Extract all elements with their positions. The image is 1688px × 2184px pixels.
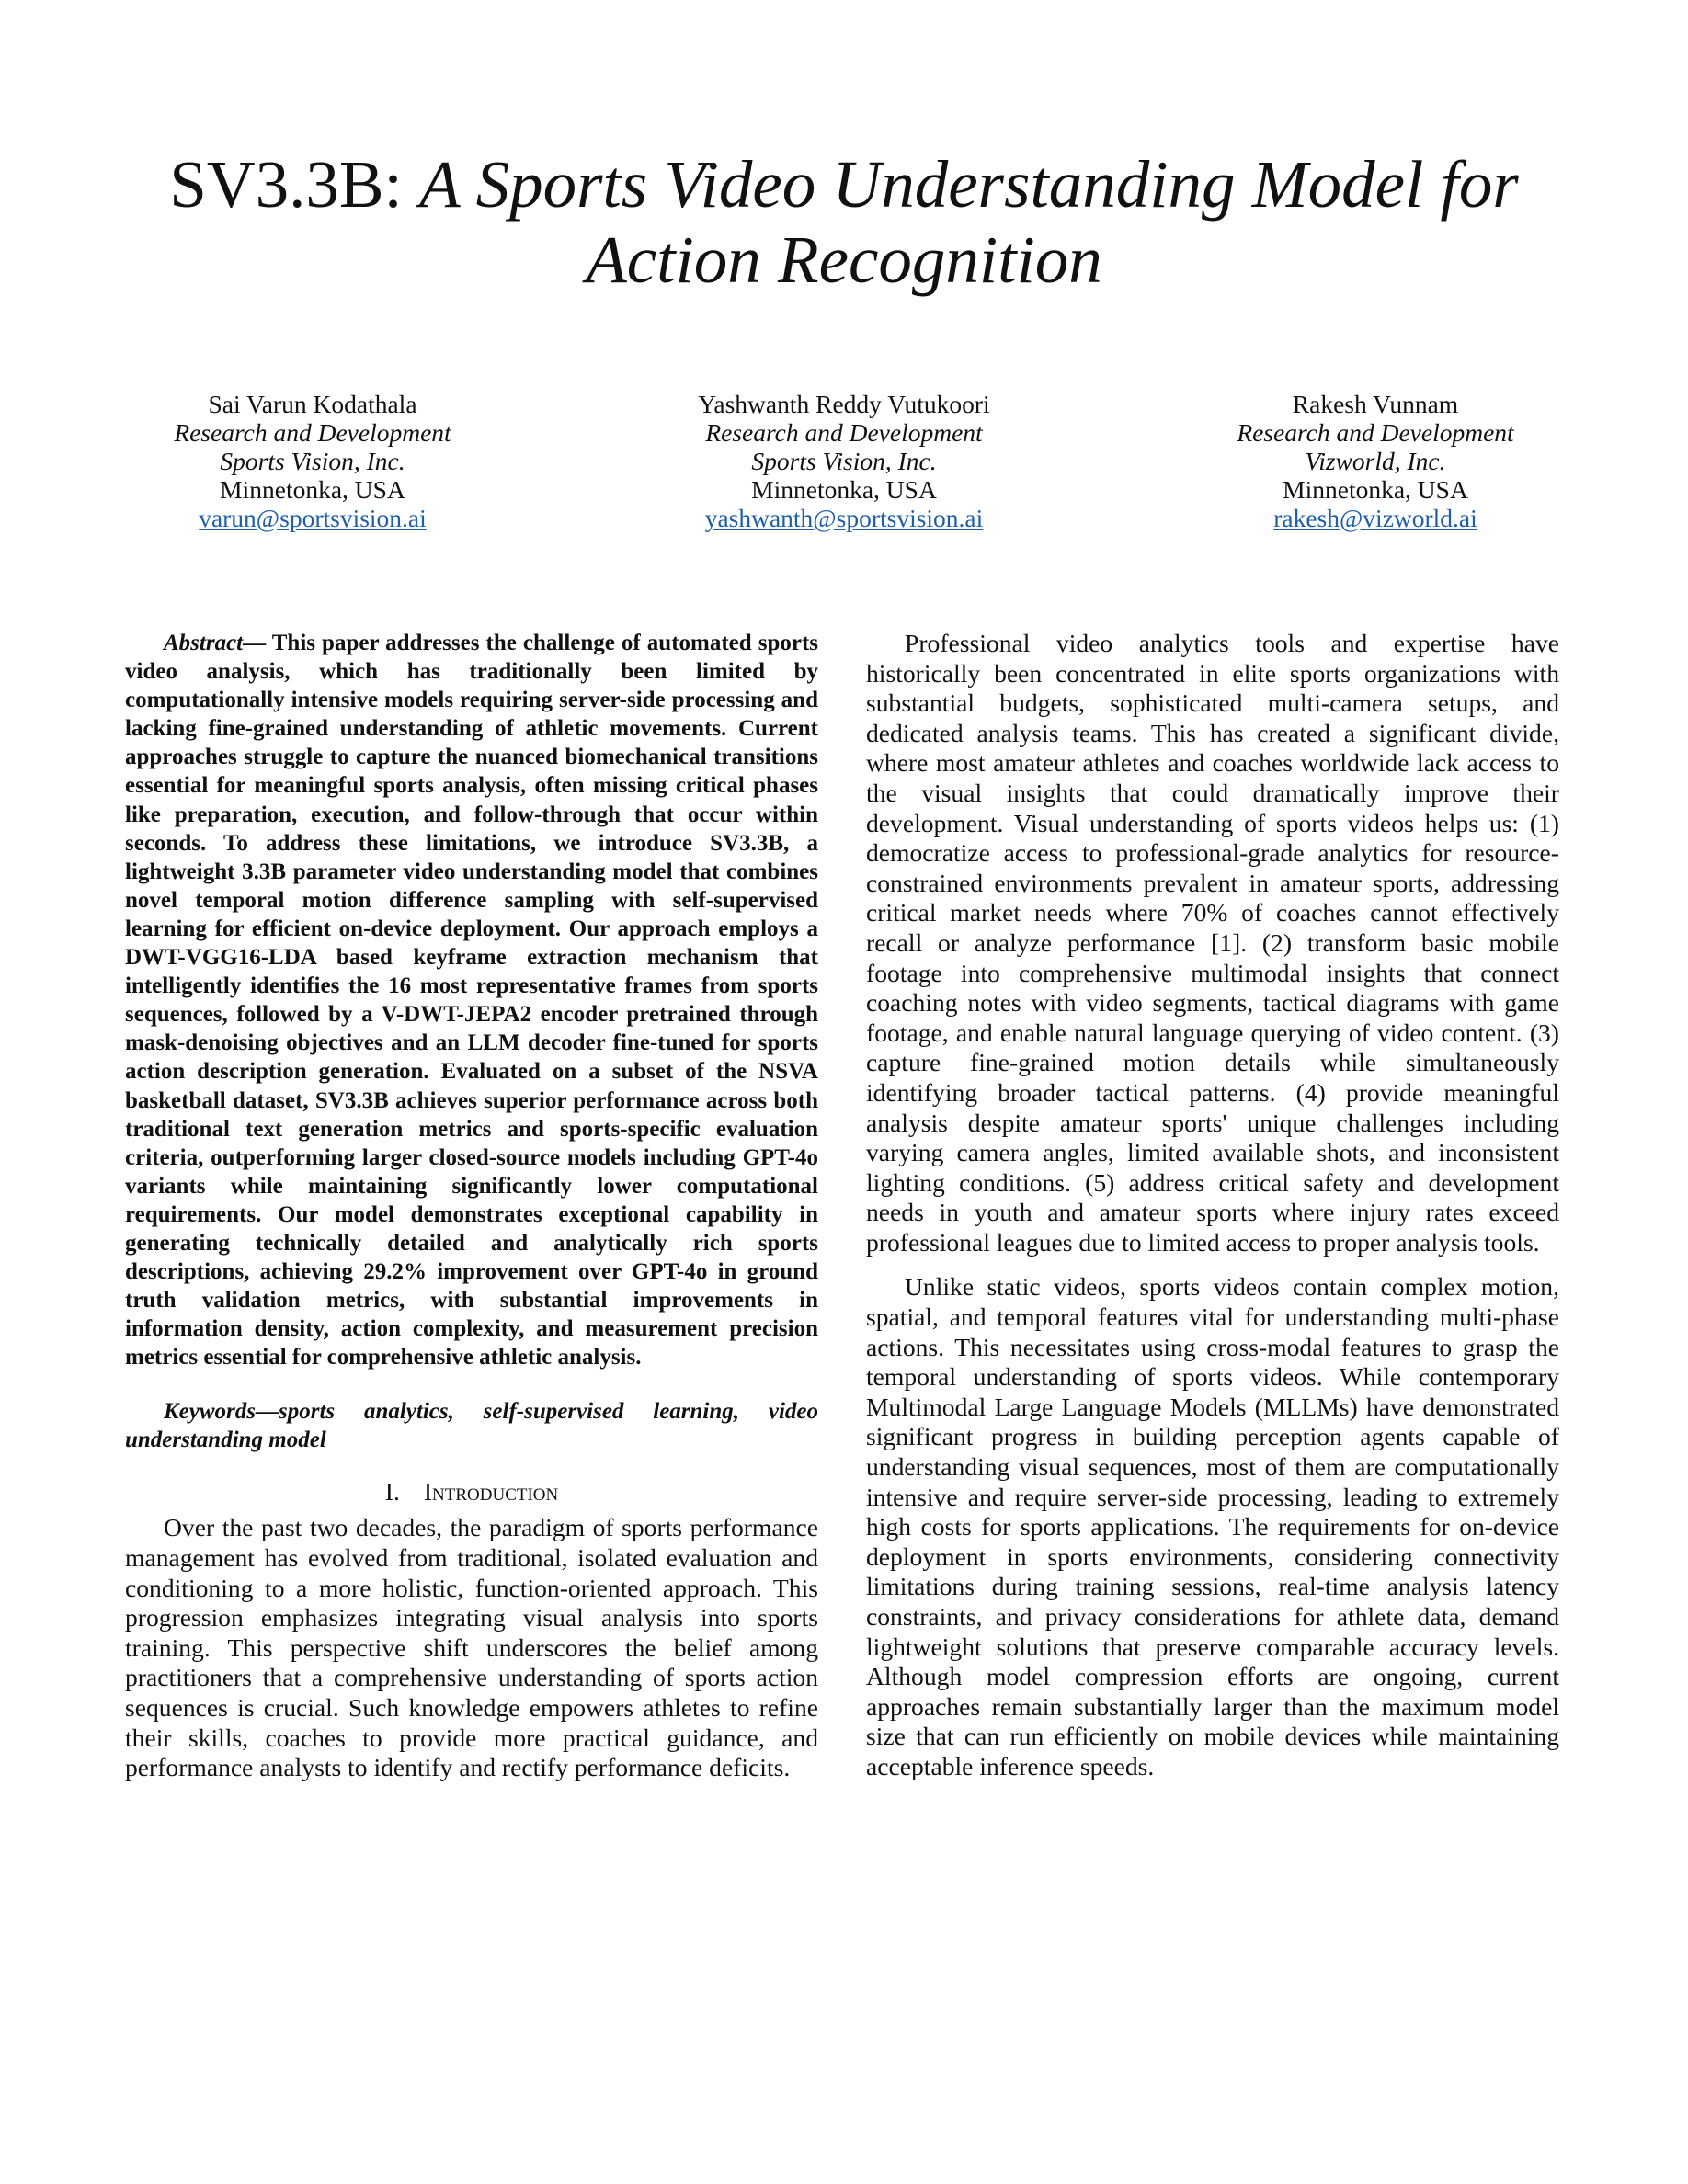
paper-title bbox=[110, 147, 1578, 298]
author-organization: Vizworld, Inc. bbox=[1305, 447, 1446, 475]
abstract-text: This paper addresses the challenge of automated sports video analysis, which has traditionally been limited by computationally intensive models requiring server-side processing and lacking fine-grained understanding of athletic movements. Current approaches struggle to capture the nuanced biomechanical transitions essential for meaningful sports analysis, often missing critical phases like preparation, execution, and follow-through that occur within seconds. To address these limitations, we introduce SV3.3B, a lightweight 3.3B parameter video understanding model that combines novel temporal motion difference sampling with self-supervised learning for efficient on-device deployment. Our approach employs a DWT-VGG16-LDA based keyframe extraction mechanism that intelligently identifies the 16 most representative frames from sports sequences, followed by a V-DWT-JEPA2 encoder pretrained through mask-denoising objectives and an LLM decoder fine-tuned for sports action description generation. Evaluated on a subset of the NSVA basketball dataset, SV3.3B achieves superior performance across both traditional text generation metrics and sports-specific evaluation criteria, outperforming larger closed-source models including GPT-4o variants while maintaining significantly lower computational requirements. Our model demonstrates exceptional capability in generating technically detailed and analytically rich sports descriptions, achieving 29.2% improvement over GPT-4o in ground truth validation metrics, with substantial improvements in information density, action complexity, and measurement precision metrics essential for comprehensive athletic analysis. bbox=[125, 631, 818, 1371]
title-italic-line-1: A Sports Video Understanding Model for bbox=[419, 147, 1519, 222]
author-email-link[interactable]: rakesh@vizworld.ai bbox=[1273, 504, 1477, 532]
section-title: Introduction bbox=[423, 1477, 559, 1507]
body-paragraph: Unlike static videos, sports videos contain complex motion, spatial, and temporal features vital for understanding multi-phase actions. This necessitates using cross-modal features to grasp the temporal understanding of sports videos. While contemporary Multimodal Large Language Models (MLLMs) have demonstrated significant progress in building perception agents capable of understanding visual sequences, most of them are computationally intensive and require server-side processing, leading to extremely high costs for sports applications. The requirements for on-device deployment in sports environments, considering connectivity limitations during training sessions, real-time analysis latency constraints, and privacy considerations for athlete data, demand lightweight solutions that preserve comparable accuracy levels. Although model compression efforts are ongoing, current approaches remain substantially larger than the maximum model size that can run efficiently on mobile devices while maintaining acceptable inference speeds. bbox=[866, 1272, 1559, 1780]
author-name: Rakesh Vunnam bbox=[1292, 390, 1459, 418]
section-heading-introduction bbox=[125, 1476, 818, 1507]
author-department: Research and Development bbox=[174, 418, 451, 447]
author-block bbox=[120, 390, 1568, 532]
title-line-1 bbox=[110, 147, 1578, 222]
body-paragraph: Over the past two decades, the paradigm of sports performance management has evolved from traditional, isolated evaluation and conditioning to a more holistic, function-oriented approach. This progression emphasizes integrating visual analysis into sports training. This perspective shift underscores the belief among practitioners that a comprehensive understanding of sports action sequences is crucial. Such knowledge empowers athletes to refine their skills, coaches to provide more practical guidance, and performance analysts to identify and rectify performance deficits. bbox=[125, 1513, 818, 1782]
body-paragraph: Professional video analytics tools and expertise have historically been concentrated in elite sports organizations with substantial budgets, sophisticated multi-camera setups, and dedicated analysis teams. This has created a significant divide, where most amateur athletes and coaches worldwide lack access to the visual insights that could dramatically improve their development. Visual understanding of sports videos helps us: (1) democratize access to professional-grade analytics for resource-constrained environments prevalent in amateur sports, addressing critical market needs where 70% of coaches cannot effectively recall or analyze performance [1]. (2) transform basic mobile footage into comprehensive multimodal insights that connect coaching notes with video segments, tactical diagrams with game footage, and enable natural language querying of video content. (3) capture fine-grained motion details while simultaneously identifying broader tactical patterns. (4) provide meaningful analysis despite amateur sports' unique challenges including varying camera angles, limited available shots, and inconsistent lighting conditions. (5) address critical safety and development needs in youth and amateur sports where injury rates exceed professional leagues due to limited access to proper analysis tools. bbox=[866, 629, 1559, 1257]
author-email-link[interactable]: yashwanth@sportsvision.ai bbox=[704, 504, 984, 532]
author-location: Minnetonka, USA bbox=[220, 475, 405, 504]
abstract-dash: — bbox=[243, 631, 272, 655]
author-department: Research and Development bbox=[705, 418, 983, 447]
abstract-label: Abstract bbox=[164, 631, 244, 655]
keywords: Keywords—sports analytics, self-supervised learning, video understanding model bbox=[125, 1399, 818, 1453]
title-italic-line-2: Action Recognition bbox=[586, 222, 1102, 297]
author-department: Research and Development bbox=[1237, 418, 1514, 447]
right-column bbox=[866, 629, 1559, 1782]
author-name: Sai Varun Kodathala bbox=[208, 390, 417, 418]
author-location: Minnetonka, USA bbox=[751, 475, 937, 504]
author-name: Yashwanth Reddy Vutukoori bbox=[698, 390, 990, 418]
abstract bbox=[125, 629, 818, 1371]
author-location: Minnetonka, USA bbox=[1283, 475, 1468, 504]
author-organization: Sports Vision, Inc. bbox=[751, 447, 937, 475]
author-organization: Sports Vision, Inc. bbox=[220, 447, 405, 475]
author-3 bbox=[1182, 390, 1568, 532]
left-column bbox=[125, 629, 818, 1783]
author-email-link[interactable]: varun@sportsvision.ai bbox=[199, 504, 427, 532]
section-number: I. bbox=[384, 1477, 400, 1507]
title-prefix: SV3.3B: bbox=[169, 147, 420, 222]
author-1 bbox=[120, 390, 506, 532]
author-2 bbox=[651, 390, 1037, 532]
